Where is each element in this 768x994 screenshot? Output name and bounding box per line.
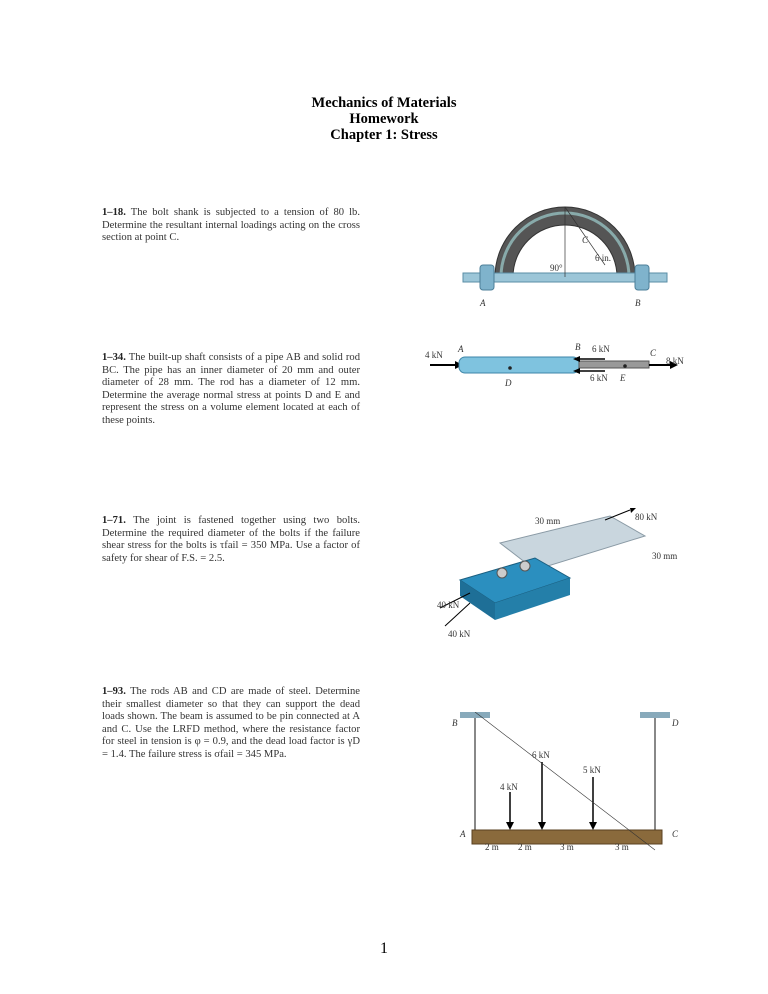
title-line-2: Homework <box>349 111 419 127</box>
figure-bolt-shank <box>455 175 675 310</box>
shaft-illustration <box>425 342 685 402</box>
label-bottom-force: 6 kN <box>590 373 608 383</box>
label-angle: 90° <box>550 263 563 273</box>
label-e: E <box>620 373 626 383</box>
problem-1-34 <box>102 352 360 428</box>
problem-1-71 <box>102 515 360 565</box>
label-load-1: 4 kN <box>500 782 518 792</box>
label-b: B <box>575 342 581 352</box>
label-width-side: 30 mm <box>652 551 678 561</box>
problem-text: The built-up shaft consists of a pipe AB and solid rod BC. The pipe has an inner diameter of 20 mm and outer diameter of 28 mm. The rod has a diameter of 12 mm. Determine the average normal stress at points D and E and represent the stress on a volume element located at each of these points. <box>102 352 361 426</box>
problem-text: The bolt shank is subjected to a tension of 80 lb. Determine the resultant internal loadings acting on the cross section at point C. <box>102 207 360 244</box>
problem-number: 1–93. <box>102 686 126 697</box>
page-number: 1 <box>380 940 388 957</box>
label-dim-2: 2 m <box>518 842 532 852</box>
label-dim-3: 3 m <box>560 842 574 852</box>
label-c: C <box>582 235 589 245</box>
problem-number: 1–34. <box>102 352 126 363</box>
problem-text: The joint is fastened together using two bolts. Determine the required diameter of the bolts if the failure shear stress for the bolts is τfail = 350 MPa. Use a factor of safety for shear of F.S. = 2.5. <box>102 515 360 564</box>
label-force-left-top: 40 kN <box>437 600 460 610</box>
label-a: A <box>460 829 466 839</box>
label-left-force: 4 kN <box>425 350 443 360</box>
label-a: A <box>480 298 486 308</box>
problem-number: 1–71. <box>102 515 126 526</box>
label-width-top: 30 mm <box>535 516 561 526</box>
title-line-1: Mechanics of Materials <box>311 95 457 111</box>
figure-rods-beam <box>452 712 690 852</box>
problem-number: 1–18. <box>102 207 126 218</box>
label-a: A <box>458 344 464 354</box>
label-radius: 6 in. <box>595 253 612 263</box>
label-force-left-bottom: 40 kN <box>448 629 471 639</box>
label-dim-1: 2 m <box>485 842 499 852</box>
label-c: C <box>650 348 657 358</box>
label-dim-4: 3 m <box>615 842 629 852</box>
label-load-3: 5 kN <box>583 765 601 775</box>
title-line-3: Chapter 1: Stress <box>330 127 438 143</box>
label-d: D <box>505 378 512 388</box>
rods-beam-illustration <box>460 712 690 852</box>
bolt-shank-illustration <box>455 175 675 310</box>
label-b: B <box>635 298 641 308</box>
label-top-force: 6 kN <box>592 344 610 354</box>
label-c: C <box>672 829 679 839</box>
label-load-2: 6 kN <box>532 750 550 760</box>
problem-text: The rods AB and CD are made of steel. Determine their smallest diameter so that they can support the dead loads shown. The beam is assumed to be pin connected at A and C. Use the LRFD method, where the resistance factor for steel in tension is φ = 0.9, and the dead load factor is γD = 1.4. The failure stress is σfail = 345 MPa. <box>102 686 360 760</box>
label-b: B <box>452 718 458 728</box>
problem-1-18 <box>102 207 360 245</box>
bolted-joint-illustration <box>430 508 690 668</box>
label-d: D <box>672 718 679 728</box>
problem-1-93 <box>102 686 360 762</box>
label-right-force: 8 kN <box>666 356 684 366</box>
figure-bolted-joint <box>430 508 690 668</box>
label-force-right: 80 kN <box>635 512 658 522</box>
figure-built-up-shaft <box>425 342 685 402</box>
